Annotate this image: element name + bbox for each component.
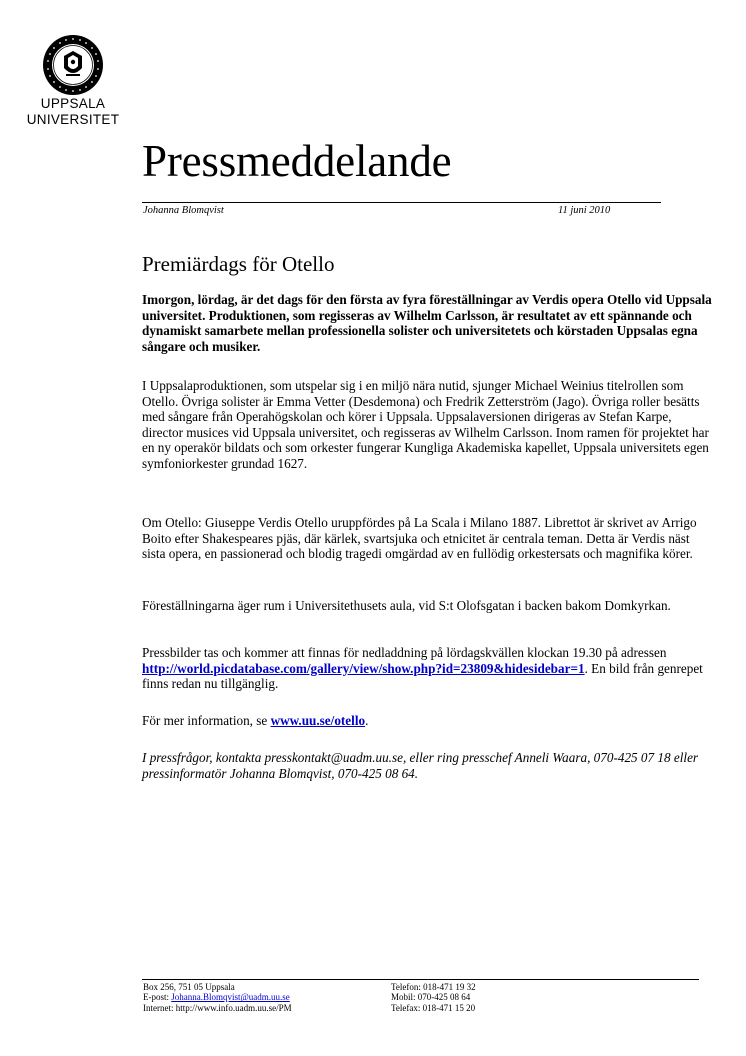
footer-mobile: Mobil: 070-425 08 64 [391, 992, 471, 1003]
institution-line-2: UNIVERSITET [26, 111, 120, 127]
institution-name [0, 96, 146, 127]
footer-address: Box 256, 751 05 Uppsala [143, 982, 235, 992]
footer-fax: Telefax: 018-471 15 20 [391, 1002, 476, 1013]
university-seal-logo [42, 34, 104, 96]
headline: Premiärdags för Otello [142, 252, 335, 276]
paragraph-more-info [142, 713, 712, 729]
footer-internet: Internet: http://www.info.uadm.uu.se/PM [143, 1002, 292, 1013]
press-photos-text: Pressbilder tas och kommer att finnas för nedladdning på lördagskvällen klockan 19.30 på adressen [142, 645, 667, 660]
footer-right-column [391, 982, 476, 1013]
seal-icon [42, 34, 104, 96]
footer-divider [142, 979, 699, 980]
author-name: Johanna Blomqvist [143, 205, 224, 216]
header-divider [142, 202, 661, 203]
footer-left-column [143, 982, 292, 1013]
press-photos-text-after: . En bild från genrepet finns redan nu tillgänglig. [142, 660, 703, 692]
more-info-link[interactable]: www.uu.se/otello [270, 713, 366, 728]
footer-email-label: E-post: [143, 992, 172, 1003]
more-info-text: För mer information, se [142, 713, 271, 728]
document-title: Pressmeddelande [142, 136, 452, 186]
footer-email-line [143, 992, 292, 1002]
press-photos-link[interactable]: http://world.picdatabase.com/gallery/view/show.php?id=23809&hidesidebar=1 [142, 660, 585, 676]
paragraph-about-otello: Om Otello: Giuseppe Verdis Otello uruppfördes på La Scala i Milano 1887. Librettot är skrivet av Arrigo Boito efter Shakespeares pjäs, där kärlek, svartsjuka och etnicitet är centrala teman. Detta är Verdis näst sista opera, en passionerad och blodig tragedi omgärdad av en fullödig orkestersats och magnifika körer. [142, 515, 697, 562]
paragraph-press-photos [142, 645, 712, 692]
paragraph-press-contact: I pressfrågor, kontakta presskontakt@uadm.uu.se, eller ring presschef Anneli Waara, 070-425 07 18 eller pressinformatör Johanna Blomqvist, 070-425 08 64. [142, 750, 699, 781]
footer-phone: Telefon: 018-471 19 32 [391, 982, 476, 992]
paragraph-venue: Föreställningarna äger rum i Universitethusets aula, vid S:t Olofsgatan i backen bakom Domkyrkan. [142, 598, 671, 613]
lead-paragraph: Imorgon, lördag, är det dags för den första av fyra föreställningar av Verdis opera Otello vid Uppsala universitet. Produktionen, som regisseras av Wilhelm Carlsson, är resultatet av ett spännande och dynamiskt samarbete mellan professionella solister och universitetets och körstaden Uppsalas egna sångare och musiker. [142, 292, 712, 354]
document-date: 11 juni 2010 [558, 205, 611, 216]
paragraph-production: I Uppsalaproduktionen, som utspelar sig i en miljö nära nutid, sjunger Michael Weinius titelrollen som Otello. Övriga solister är Emma Vetter (Desdemona) och Fredrik Zetterström (Jago). Övriga roller besätts med sångare från Operahögskolan och körer i Uppsala. Uppsalaversionen dirigeras av Stefan Karpe, director musices vid Uppsala universitet, och regisseras av Wilhelm Carlsson. Inom ramen för projektet har en ny operakör bildats och som orkester fungerar Kungliga Akademiska kapellet, Uppsala universitets egen symfoniorkester grundad 1627. [142, 378, 709, 471]
more-info-text-after: . [365, 713, 369, 728]
institution-line-1: UPPSALA [40, 96, 106, 111]
footer-email-link[interactable]: Johanna.Blomqvist@uadm.uu.se [171, 992, 290, 1003]
